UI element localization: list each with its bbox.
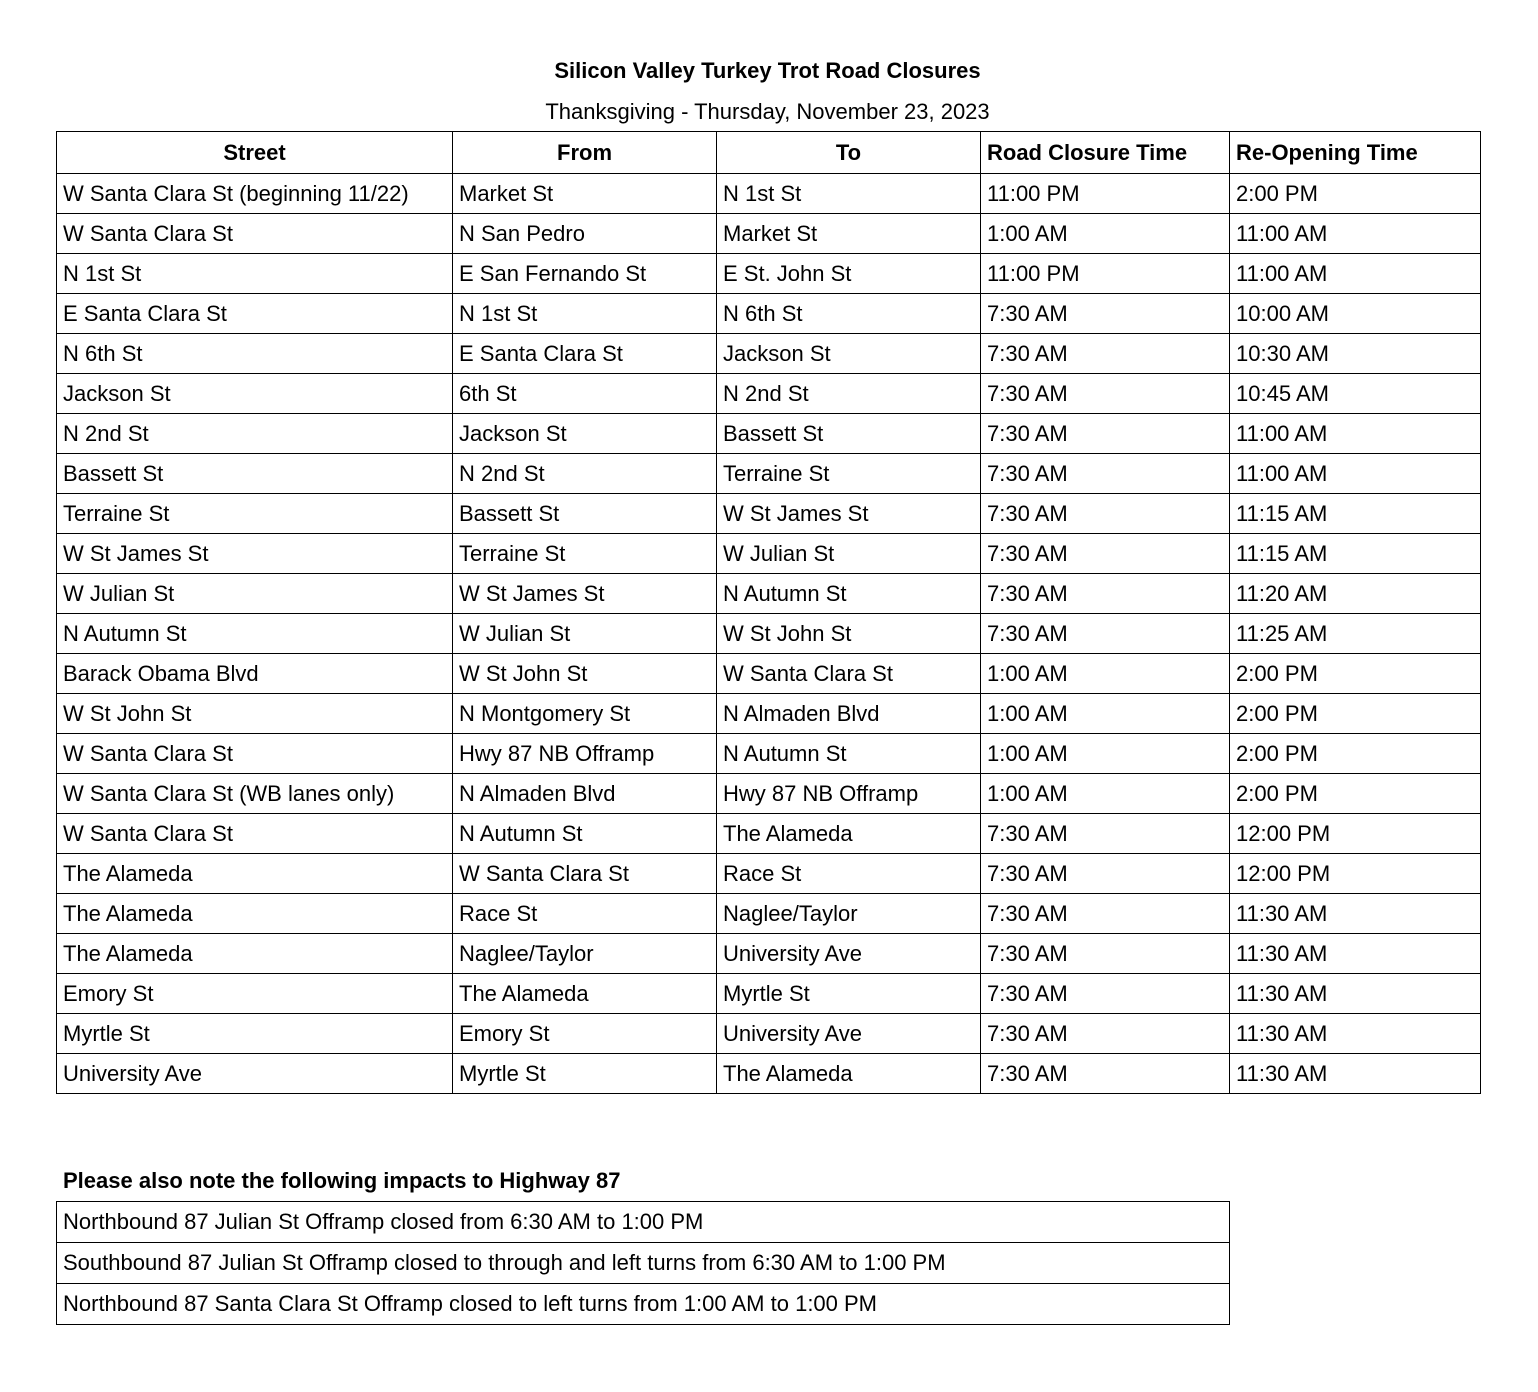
list-item <box>57 1243 1230 1284</box>
reopening-time-cell: 10:45 AM <box>1230 374 1481 414</box>
table-row <box>57 694 1481 734</box>
list-item <box>57 1284 1230 1325</box>
table-row <box>57 574 1481 614</box>
table-row <box>57 414 1481 454</box>
from-cell: W St James St <box>453 574 717 614</box>
to-cell: Market St <box>717 214 981 254</box>
street-cell: Bassett St <box>57 454 453 494</box>
table-row <box>57 454 1481 494</box>
reopening-time-cell: 10:30 AM <box>1230 334 1481 374</box>
reopening-time-cell: 11:00 AM <box>1230 214 1481 254</box>
highway-impacts-body <box>57 1202 1230 1325</box>
street-cell: Emory St <box>57 974 453 1014</box>
street-cell: W Santa Clara St (WB lanes only) <box>57 774 453 814</box>
table-row <box>57 294 1481 334</box>
from-cell: 6th St <box>453 374 717 414</box>
street-cell: Terraine St <box>57 494 453 534</box>
closure-time-cell: 7:30 AM <box>981 1014 1230 1054</box>
to-cell: Race St <box>717 854 981 894</box>
table-row <box>57 214 1481 254</box>
from-cell: Market St <box>453 174 717 214</box>
from-cell: The Alameda <box>453 974 717 1014</box>
highway-impact-text: Southbound 87 Julian St Offramp closed to through and left turns from 6:30 AM to 1:00 PM <box>57 1243 1230 1284</box>
to-cell: The Alameda <box>717 814 981 854</box>
reopening-time-cell: 10:00 AM <box>1230 294 1481 334</box>
to-cell: N 1st St <box>717 174 981 214</box>
from-cell: E San Fernando St <box>453 254 717 294</box>
street-cell: Jackson St <box>57 374 453 414</box>
to-cell: N 2nd St <box>717 374 981 414</box>
table-header-row <box>57 132 1481 174</box>
from-cell: N Autumn St <box>453 814 717 854</box>
closure-time-cell: 7:30 AM <box>981 854 1230 894</box>
table-row <box>57 254 1481 294</box>
table-row <box>57 894 1481 934</box>
to-cell: Jackson St <box>717 334 981 374</box>
reopening-time-cell: 2:00 PM <box>1230 734 1481 774</box>
street-cell: W Santa Clara St <box>57 734 453 774</box>
table-row <box>57 854 1481 894</box>
street-cell: University Ave <box>57 1054 453 1094</box>
to-cell: The Alameda <box>717 1054 981 1094</box>
to-cell: W Julian St <box>717 534 981 574</box>
from-cell: Bassett St <box>453 494 717 534</box>
closure-time-cell: 7:30 AM <box>981 614 1230 654</box>
to-cell: N Autumn St <box>717 574 981 614</box>
from-cell: N Almaden Blvd <box>453 774 717 814</box>
table-row <box>57 494 1481 534</box>
to-cell: N 6th St <box>717 294 981 334</box>
to-cell: Myrtle St <box>717 974 981 1014</box>
from-cell: W Julian St <box>453 614 717 654</box>
table-row <box>57 174 1481 214</box>
to-cell: E St. John St <box>717 254 981 294</box>
closure-time-cell: 7:30 AM <box>981 494 1230 534</box>
street-cell: W St John St <box>57 694 453 734</box>
reopening-time-cell: 11:25 AM <box>1230 614 1481 654</box>
street-cell: W Santa Clara St <box>57 814 453 854</box>
street-cell: W Santa Clara St (beginning 11/22) <box>57 174 453 214</box>
to-cell: W St John St <box>717 614 981 654</box>
street-cell: N 1st St <box>57 254 453 294</box>
closure-time-cell: 7:30 AM <box>981 414 1230 454</box>
closure-time-cell: 7:30 AM <box>981 894 1230 934</box>
column-header-to: To <box>717 132 981 174</box>
street-cell: W St James St <box>57 534 453 574</box>
from-cell: Hwy 87 NB Offramp <box>453 734 717 774</box>
closure-time-cell: 11:00 PM <box>981 174 1230 214</box>
street-cell: Myrtle St <box>57 1014 453 1054</box>
reopening-time-cell: 11:00 AM <box>1230 254 1481 294</box>
reopening-time-cell: 12:00 PM <box>1230 854 1481 894</box>
street-cell: W Santa Clara St <box>57 214 453 254</box>
closure-time-cell: 7:30 AM <box>981 934 1230 974</box>
closure-time-cell: 1:00 AM <box>981 694 1230 734</box>
from-cell: Terraine St <box>453 534 717 574</box>
closure-time-cell: 7:30 AM <box>981 814 1230 854</box>
street-cell: N 2nd St <box>57 414 453 454</box>
closure-time-cell: 7:30 AM <box>981 574 1230 614</box>
closure-time-cell: 7:30 AM <box>981 1054 1230 1094</box>
street-cell: The Alameda <box>57 934 453 974</box>
table-row <box>57 334 1481 374</box>
closure-time-cell: 11:00 PM <box>981 254 1230 294</box>
reopening-time-cell: 11:30 AM <box>1230 974 1481 1014</box>
reopening-time-cell: 11:20 AM <box>1230 574 1481 614</box>
reopening-time-cell: 11:00 AM <box>1230 454 1481 494</box>
table-row <box>57 1054 1481 1094</box>
reopening-time-cell: 2:00 PM <box>1230 654 1481 694</box>
highway-impacts-table <box>56 1201 1230 1325</box>
from-cell: N 2nd St <box>453 454 717 494</box>
to-cell: W Santa Clara St <box>717 654 981 694</box>
road-closures-body <box>57 174 1481 1094</box>
reopening-time-cell: 11:30 AM <box>1230 934 1481 974</box>
street-cell: E Santa Clara St <box>57 294 453 334</box>
document-title: Silicon Valley Turkey Trot Road Closures <box>554 58 981 83</box>
reopening-time-cell: 11:15 AM <box>1230 534 1481 574</box>
from-cell: Race St <box>453 894 717 934</box>
from-cell: Emory St <box>453 1014 717 1054</box>
street-cell: Barack Obama Blvd <box>57 654 453 694</box>
closure-time-cell: 1:00 AM <box>981 774 1230 814</box>
from-cell: N Montgomery St <box>453 694 717 734</box>
table-row <box>57 734 1481 774</box>
table-row <box>57 654 1481 694</box>
reopening-time-cell: 2:00 PM <box>1230 174 1481 214</box>
from-cell: E Santa Clara St <box>453 334 717 374</box>
table-row <box>57 974 1481 1014</box>
closure-time-cell: 7:30 AM <box>981 974 1230 1014</box>
column-header-street: Street <box>57 132 453 174</box>
highway-impact-text: Northbound 87 Santa Clara St Offramp closed to left turns from 1:00 AM to 1:00 PM <box>57 1284 1230 1325</box>
table-row <box>57 1014 1481 1054</box>
from-cell: W St John St <box>453 654 717 694</box>
closure-time-cell: 7:30 AM <box>981 454 1230 494</box>
table-row <box>57 774 1481 814</box>
document-subtitle: Thanksgiving - Thursday, November 23, 2023 <box>545 99 990 124</box>
closure-time-cell: 7:30 AM <box>981 534 1230 574</box>
reopening-time-cell: 11:30 AM <box>1230 894 1481 934</box>
from-cell: N San Pedro <box>453 214 717 254</box>
street-cell: N 6th St <box>57 334 453 374</box>
reopening-time-cell: 11:30 AM <box>1230 1014 1481 1054</box>
list-item <box>57 1202 1230 1243</box>
to-cell: N Almaden Blvd <box>717 694 981 734</box>
reopening-time-cell: 11:30 AM <box>1230 1054 1481 1094</box>
street-cell: N Autumn St <box>57 614 453 654</box>
street-cell: W Julian St <box>57 574 453 614</box>
closure-time-cell: 1:00 AM <box>981 734 1230 774</box>
column-header-closure-time: Road Closure Time <box>981 132 1230 174</box>
to-cell: University Ave <box>717 934 981 974</box>
from-cell: W Santa Clara St <box>453 854 717 894</box>
from-cell: Jackson St <box>453 414 717 454</box>
reopening-time-cell: 2:00 PM <box>1230 774 1481 814</box>
to-cell: N Autumn St <box>717 734 981 774</box>
table-row <box>57 614 1481 654</box>
highway-impact-text: Northbound 87 Julian St Offramp closed from 6:30 AM to 1:00 PM <box>57 1202 1230 1243</box>
reopening-time-cell: 12:00 PM <box>1230 814 1481 854</box>
to-cell: Terraine St <box>717 454 981 494</box>
closure-time-cell: 7:30 AM <box>981 334 1230 374</box>
table-row <box>57 814 1481 854</box>
from-cell: Myrtle St <box>453 1054 717 1094</box>
to-cell: Naglee/Taylor <box>717 894 981 934</box>
to-cell: Bassett St <box>717 414 981 454</box>
highway-impacts-heading: Please also note the following impacts to Highway 87 <box>63 1168 621 1193</box>
to-cell: W St James St <box>717 494 981 534</box>
table-row <box>57 534 1481 574</box>
reopening-time-cell: 2:00 PM <box>1230 694 1481 734</box>
closure-time-cell: 7:30 AM <box>981 294 1230 334</box>
table-row <box>57 934 1481 974</box>
from-cell: Naglee/Taylor <box>453 934 717 974</box>
closure-time-cell: 1:00 AM <box>981 214 1230 254</box>
reopening-time-cell: 11:00 AM <box>1230 414 1481 454</box>
column-header-from: From <box>453 132 717 174</box>
closure-time-cell: 7:30 AM <box>981 374 1230 414</box>
closure-time-cell: 1:00 AM <box>981 654 1230 694</box>
street-cell: The Alameda <box>57 894 453 934</box>
street-cell: The Alameda <box>57 854 453 894</box>
to-cell: Hwy 87 NB Offramp <box>717 774 981 814</box>
to-cell: University Ave <box>717 1014 981 1054</box>
table-row <box>57 374 1481 414</box>
reopening-time-cell: 11:15 AM <box>1230 494 1481 534</box>
column-header-reopening-time: Re-Opening Time <box>1230 132 1481 174</box>
road-closures-table <box>56 131 1481 1094</box>
from-cell: N 1st St <box>453 294 717 334</box>
